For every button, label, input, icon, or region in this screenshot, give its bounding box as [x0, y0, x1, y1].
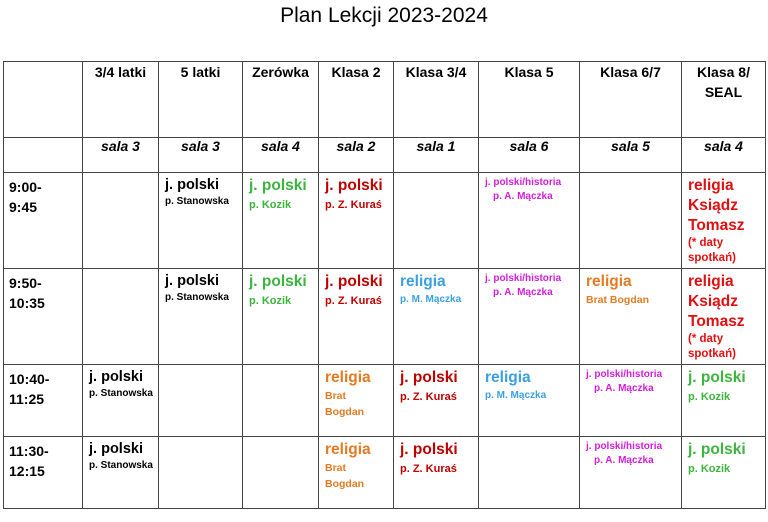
teacher: p. Z. Kuraś: [400, 391, 457, 403]
room-cell: sala 2: [319, 138, 394, 173]
lesson-cell: [479, 437, 580, 509]
teacher: p. Kozik: [688, 391, 731, 403]
teacher: p. Kozik: [688, 463, 731, 475]
table-row: [4, 437, 766, 509]
teacher: p. Stanowska: [89, 460, 153, 471]
lesson-cell: [243, 365, 319, 437]
lesson-cell: [243, 173, 319, 269]
room-cell: sala 4: [243, 138, 319, 173]
column-header: Klasa 2: [319, 62, 394, 138]
lesson-cell: [319, 437, 394, 509]
lesson-cell: [243, 269, 319, 365]
table-row: [4, 173, 766, 269]
lesson-cell: [682, 173, 766, 269]
teacher: p. A. Mączka: [493, 191, 553, 202]
time-cell: 10:40-11:25: [4, 365, 83, 437]
corner-cell: [4, 138, 83, 173]
note: (* daty spotkań): [688, 333, 736, 360]
teacher: p. Stanowska: [89, 388, 153, 399]
lesson-cell: [159, 437, 243, 509]
teacher: p. Z. Kuraś: [325, 295, 382, 307]
teacher: p. Kozik: [249, 295, 292, 307]
schedule-table: [3, 61, 766, 509]
subject: j. polski/historia: [485, 273, 562, 284]
subject: j. polski: [325, 273, 383, 290]
room-cell: sala 4: [682, 138, 766, 173]
lesson-cell: [394, 269, 479, 365]
column-header: Zerówka: [243, 62, 319, 138]
room-cell: sala 3: [159, 138, 243, 173]
lesson-cell: [243, 437, 319, 509]
lesson-cell: [479, 269, 580, 365]
lesson-cell: [319, 173, 394, 269]
subject: religia Ksiądz Tomasz: [688, 273, 745, 330]
teacher: p. Z. Kuraś: [325, 199, 382, 211]
teacher: p. Kozik: [249, 199, 292, 211]
note: (* daty spotkań): [688, 237, 736, 264]
teacher: Brat Bogdan: [586, 294, 649, 306]
lesson-cell: [682, 269, 766, 365]
column-header: 3/4 latki: [83, 62, 159, 138]
time-cell: 11:30-12:15: [4, 437, 83, 509]
lesson-cell: [580, 173, 682, 269]
lesson-cell: [682, 365, 766, 437]
subject: j. polski: [249, 273, 307, 290]
subject: j. polski: [249, 177, 307, 194]
teacher: p. A. Mączka: [493, 287, 553, 298]
page-title: Plan Lekcji 2023-2024: [280, 4, 488, 27]
subject: religia Ksiądz Tomasz: [688, 177, 745, 234]
room-cell: sala 1: [394, 138, 479, 173]
column-header: Klasa 6/7: [580, 62, 682, 138]
subject: j. polski: [688, 369, 746, 386]
teacher: p. M. Mączka: [400, 294, 462, 305]
teacher: p. Stanowska: [165, 196, 229, 207]
lesson-cell: [580, 437, 682, 509]
subject: j. polski/historia: [485, 177, 562, 188]
room-cell: sala 6: [479, 138, 580, 173]
subject: j. polski: [400, 369, 458, 386]
teacher: p. Z. Kuraś: [400, 463, 457, 475]
subject: j. polski/historia: [586, 369, 663, 380]
teacher: Brat Bogdan: [325, 390, 365, 418]
table-row: [4, 269, 766, 365]
room-row: [4, 138, 766, 173]
lesson-cell: [159, 269, 243, 365]
lesson-cell: [83, 269, 159, 365]
teacher: Brat Bogdan: [325, 462, 365, 490]
lesson-cell: [394, 173, 479, 269]
subject: j. polski: [89, 369, 143, 385]
subject: j. polski: [688, 441, 746, 458]
column-header: 5 latki: [159, 62, 243, 138]
time-cell: 9:50-10:35: [4, 269, 83, 365]
lesson-cell: [580, 269, 682, 365]
subject: religia: [485, 369, 531, 386]
room-cell: sala 3: [83, 138, 159, 173]
lesson-cell: [83, 437, 159, 509]
subject: j. polski: [325, 177, 383, 194]
lesson-cell: [159, 173, 243, 269]
column-header: Klasa 8/ SEAL: [682, 62, 766, 138]
lesson-cell: [479, 365, 580, 437]
lesson-cell: [580, 365, 682, 437]
subject: j. polski/historia: [586, 441, 663, 452]
subject: j. polski: [165, 177, 219, 193]
lesson-cell: [159, 365, 243, 437]
teacher: p. M. Mączka: [485, 390, 547, 401]
corner-cell: [4, 62, 83, 138]
subject: religia: [400, 273, 446, 290]
teacher: p. A. Mączka: [594, 383, 654, 394]
table-row: [4, 365, 766, 437]
lesson-cell: [319, 269, 394, 365]
column-header: Klasa 3/4: [394, 62, 479, 138]
subject: j. polski: [165, 273, 219, 289]
lesson-cell: [682, 437, 766, 509]
lesson-cell: [83, 365, 159, 437]
teacher: p. Stanowska: [165, 292, 229, 303]
subject: j. polski: [400, 441, 458, 458]
subject: religia: [325, 441, 371, 458]
subject: religia: [325, 369, 371, 386]
room-cell: sala 5: [580, 138, 682, 173]
lesson-cell: [394, 437, 479, 509]
subject: religia: [586, 273, 632, 290]
column-header: Klasa 5: [479, 62, 580, 138]
subject: j. polski: [89, 441, 143, 457]
time-cell: 9:00-9:45: [4, 173, 83, 269]
lesson-cell: [83, 173, 159, 269]
teacher: p. A. Mączka: [594, 455, 654, 466]
lesson-cell: [479, 173, 580, 269]
lesson-cell: [394, 365, 479, 437]
lesson-cell: [319, 365, 394, 437]
header-row: [4, 62, 766, 138]
